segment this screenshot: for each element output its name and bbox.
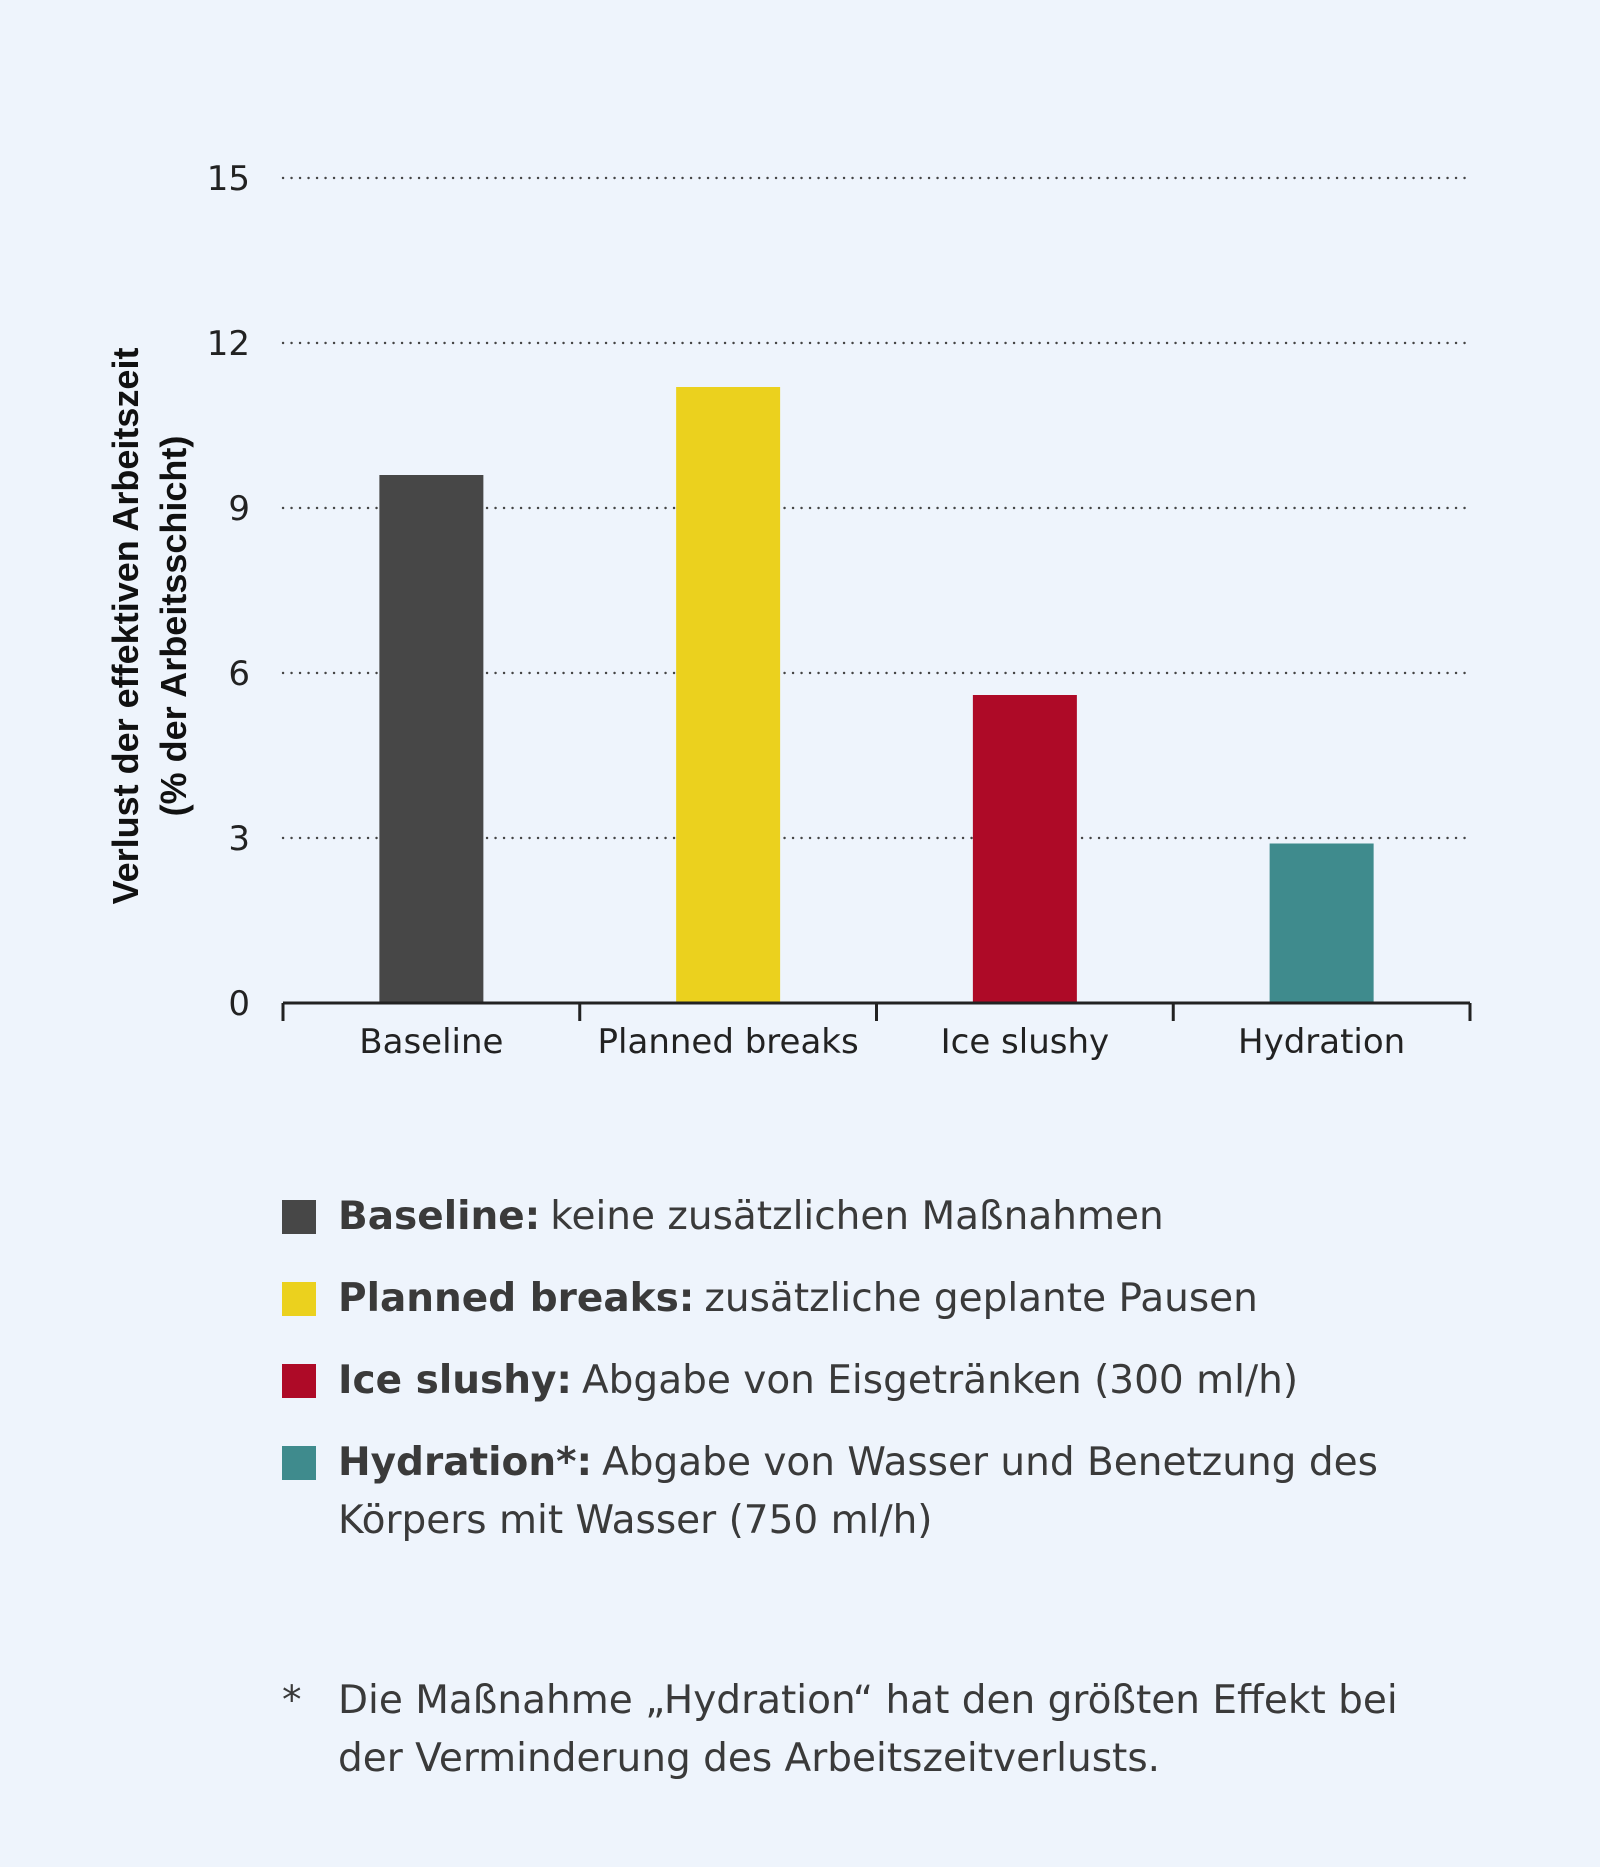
footnote-text: Die Maßnahme „Hydration“ hat den größten Effekt bei der Verminderung des Arbeitszeitverlusts. [338,1678,1398,1781]
legend [282,1188,1382,1574]
y-tick-label: 15 [206,159,250,199]
legend-swatch [282,1364,316,1398]
legend-text: Abgabe von Wasser und Benetzung des Körpers mit Wasser (750 ml/h) [338,1440,1378,1543]
legend-name: Baseline: [338,1194,541,1239]
bar [379,475,483,1003]
legend-item-hydration [282,1434,1382,1550]
y-tick-label: 12 [206,324,250,364]
bar [973,695,1077,1003]
y-tick-label: 6 [228,654,250,694]
y-tick-label: 3 [228,819,250,859]
x-tick-label: Baseline [359,1022,504,1062]
y-tick-label: 0 [228,984,250,1024]
footnote-mark: * [282,1678,302,1723]
bars [379,387,1373,1003]
legend-name: Ice slushy: [338,1358,572,1403]
bar [1270,844,1374,1004]
bar [676,387,780,1003]
legend-swatch [282,1282,316,1316]
legend-text: Abgabe von Eisgetränken (300 ml/h) [582,1358,1299,1403]
x-tick-label: Hydration [1238,1022,1406,1062]
legend-item-ice-slushy [282,1352,1382,1410]
y-axis-unit-label: (% der Arbeitsschicht) [153,435,194,817]
y-axis-label: Verlust der effektiven Arbeitszeit [105,347,146,905]
legend-swatch [282,1200,316,1234]
legend-item-planned-breaks [282,1270,1382,1328]
x-tick-label: Planned breaks [597,1022,859,1062]
legend-swatch [282,1446,316,1480]
legend-text: keine zusätzlichen Maßnahmen [550,1194,1164,1239]
legend-item-baseline [282,1188,1382,1246]
x-tick-label: Ice slushy [940,1022,1110,1062]
y-tick-label: 9 [228,489,250,529]
y-tick-labels [207,159,250,1024]
legend-text: zusätzliche geplante Pausen [704,1276,1258,1321]
x-tick-labels [359,1022,1405,1062]
legend-name: Planned breaks: [338,1276,695,1321]
legend-name: Hydration*: [338,1440,593,1485]
x-axis [283,1003,1470,1021]
